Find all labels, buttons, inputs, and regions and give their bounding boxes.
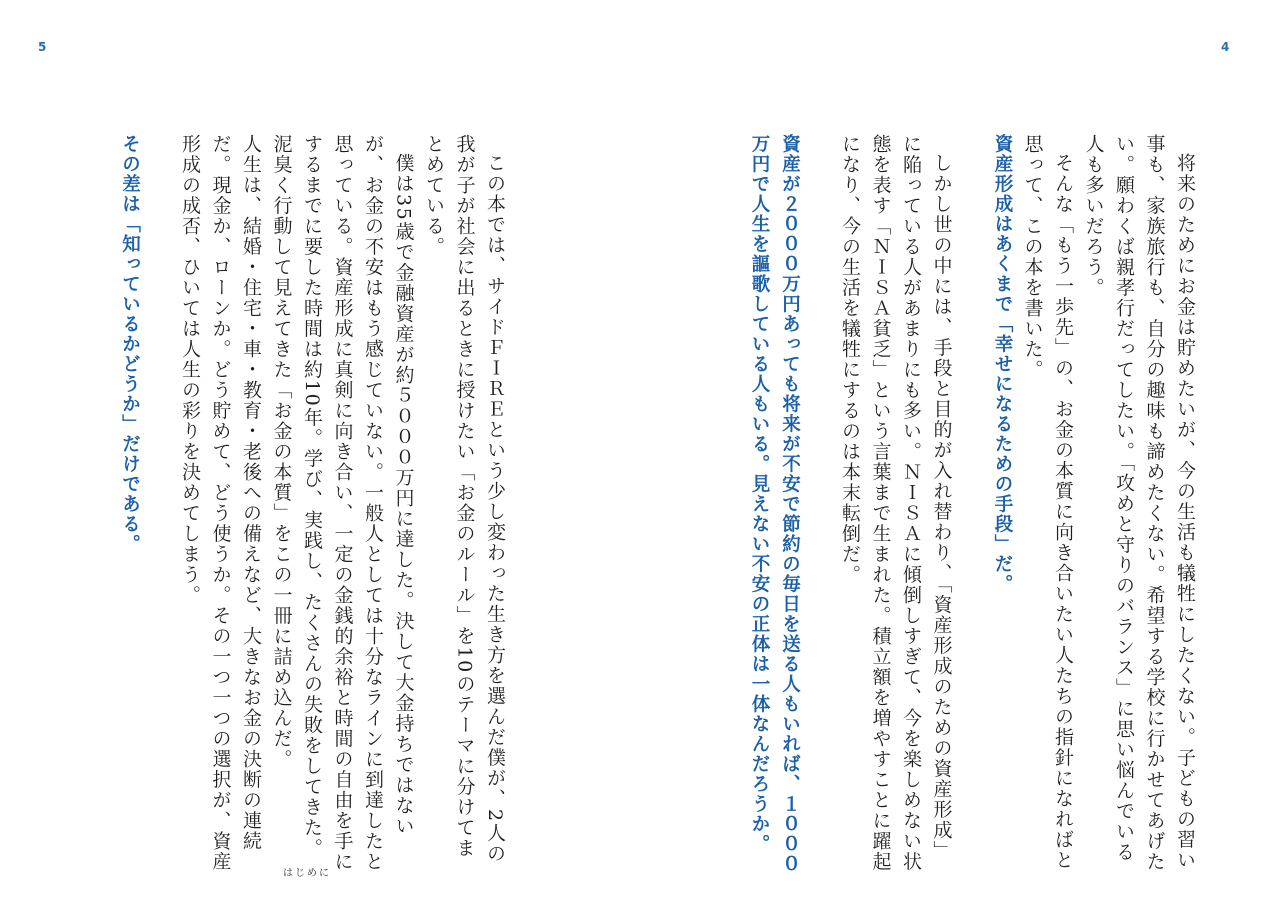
paragraph: そんな「もう一歩先」の、お金の本質に向き合いたい人たちの指針になればと思って、この本を書いた。 <box>1021 134 1074 871</box>
paragraph: 僕は35歳で金融資産が約５０００万円に達した。決して大金持ちではないが、お金の不安はもう感じていない。一般人としては十分なラインに到達したと思っている。資産形成に真剣に向き合い、一定の金銭的余裕と時間の自由を手にするまでに要した時間は約10年。学び、実践し、たくさんの失敗をしてきた。泥臭く行動して見えてきた「お金の本質」をこの一冊に詰め込んだ。 <box>270 134 415 872</box>
paragraph: 人生は、結婚・住宅・車・教育・老後への備えなど、大きなお金の決断の連続だ。現金か、ローンか。どう貯めて、どう使うか。その一つ一つの選択が、資産形成の成否、ひいては人生の彩りを決めてしまう。 <box>179 134 262 872</box>
emphasis-paragraph: 資産が２０００万円あっても将来が不安で節約の毎日を送る人もいれば、１０００万円で人生を謳歌している人もいる。見えない不安の正体は一体なんだろうか。 <box>749 134 801 874</box>
emphasis-paragraph: その差は「知っているかどうか」だけである。 <box>119 134 141 554</box>
emphasis-paragraph: 資産形成はあくまで「幸せになるための手段」だ。 <box>992 134 1013 594</box>
right-page-text <box>660 134 1200 874</box>
left-page-text <box>70 134 510 874</box>
page-number-left: 5 <box>38 40 47 54</box>
paragraph: 将来のためにお金は貯めたいが、今の生活も犠牲にしたくない。子どもの習い事も、家族旅行も、自分の趣味も諦めたくない。希望する学校に行かせてあげたい。願わくば親孝行だってしたい。「攻めと守りのバランス」に思い悩んでいる人も多いだろう。 <box>1082 134 1196 872</box>
paragraph: この本では、サイドＦＩＲＥという少し変わった生き方を選んだ僕が、2人の我が子が社会に出るときに授けたい「お金のルール」を10のテーマに分けてまとめている。 <box>423 134 506 864</box>
running-head: はじめに <box>283 868 331 879</box>
page-number-right: 4 <box>1221 40 1230 54</box>
paragraph: しかし世の中には、手段と目的が入れ替わり、「資産形成のための資産形成」に陥っている人があまりにも多い。ＮＩＳＡに傾倒しすぎて、今を楽しめない状態を表す「ＮＩＳＡ貧乏」という言葉まで生まれた。積立額を増やすことに躍起になり、今の生活を犠牲にするのは本末転倒だ。 <box>839 134 953 872</box>
